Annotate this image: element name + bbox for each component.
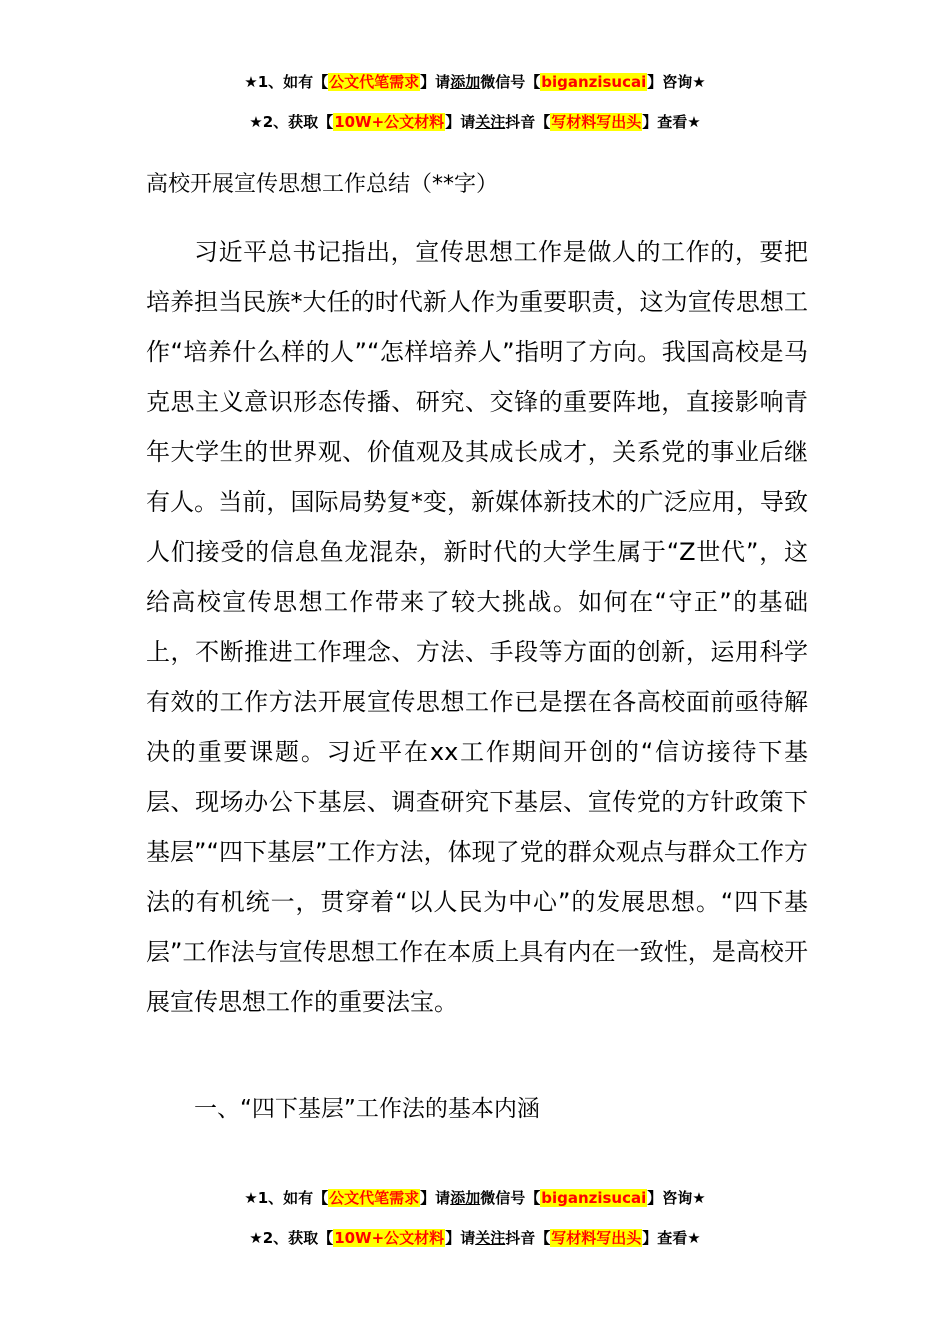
promo-highlight: 10W+公文材料 (334, 1229, 445, 1247)
promo-text: 】请 (445, 1229, 476, 1247)
promo-text: 抖音【 (505, 1229, 551, 1247)
promo-text: ★2、获取【 (249, 1229, 334, 1247)
promo-douyin-id: 写材料写出头 (551, 113, 642, 131)
promo-underlined: 关注 (475, 113, 506, 131)
promo-highlight: 公文代笔需求 (329, 73, 420, 91)
promo-underlined: 关注 (475, 1229, 506, 1247)
promo-text: ★1、如有【 (244, 73, 329, 91)
bottom-promo-line-2 (0, 1227, 950, 1249)
promo-wechat-id: biganzisucai (541, 73, 647, 91)
promo-text: 】查看★ (642, 113, 701, 131)
document-title: 高校开展宣传思想工作总结（**字） (146, 172, 499, 197)
promo-highlight: 10W+公文材料 (334, 113, 445, 131)
promo-wechat-id: biganzisucai (541, 1189, 647, 1207)
promo-text: 】请 (445, 113, 476, 131)
section-heading: 一、“四下基层”工作法的基本内涵 (194, 1096, 540, 1122)
promo-text: 】咨询★ (647, 73, 706, 91)
promo-text: 抖音【 (505, 113, 551, 131)
promo-text: ★2、获取【 (249, 113, 334, 131)
promo-text: 】查看★ (642, 1229, 701, 1247)
bottom-promo-line-1 (0, 1187, 950, 1209)
promo-text: 微信号【 (480, 73, 541, 91)
promo-text: 】请 (420, 1189, 451, 1207)
promo-text: ★1、如有【 (244, 1189, 329, 1207)
promo-text: 】请 (420, 73, 451, 91)
promo-underlined: 添加 (450, 1189, 481, 1207)
promo-underlined: 添加 (450, 73, 481, 91)
top-promo-line-2 (0, 111, 950, 133)
promo-text: 】咨询★ (647, 1189, 706, 1207)
promo-douyin-id: 写材料写出头 (551, 1229, 642, 1247)
promo-highlight: 公文代笔需求 (329, 1189, 420, 1207)
promo-text: 微信号【 (480, 1189, 541, 1207)
body-paragraph: 习近平总书记指出，宣传思想工作是做人的工作的，要把培养担当民族*大任的时代新人作为重要职责，这为宣传思想工作“培养什么样的人”“怎样培养人”指明了方向。我国高校是马克思主义意识形态传播、研究、交锋的重要阵地，直接影响青年大学生的世界观、价值观及其成长成才，关系党的事业后继有人。当前，国际局势复*变，新媒体新技术的广泛应用，导致人们接受的信息鱼龙混杂，新时代的大学生属于“Z世代”，这给高校宣传思想工作带来了较大挑战。如何在“守正”的基础上，不断推进工作理念、方法、手段等方面的创新，运用科学有效的工作方法开展宣传思想工作已是摆在各高校面前亟待解决的重要课题。习近平在xx工作期间开创的“信访接待下基层、现场办公下基层、调查研究下基层、宣传党的方针政策下基层”“四下基层”工作方法，体现了党的群众观点与群众工作方法的有机统一，贯穿着“以人民为中心”的发展思想。“四下基层”工作法与宣传思想工作在本质上具有内在一致性，是高校开展宣传思想工作的重要法宝。 (146, 238, 808, 1016)
top-promo-line-1 (0, 71, 950, 93)
